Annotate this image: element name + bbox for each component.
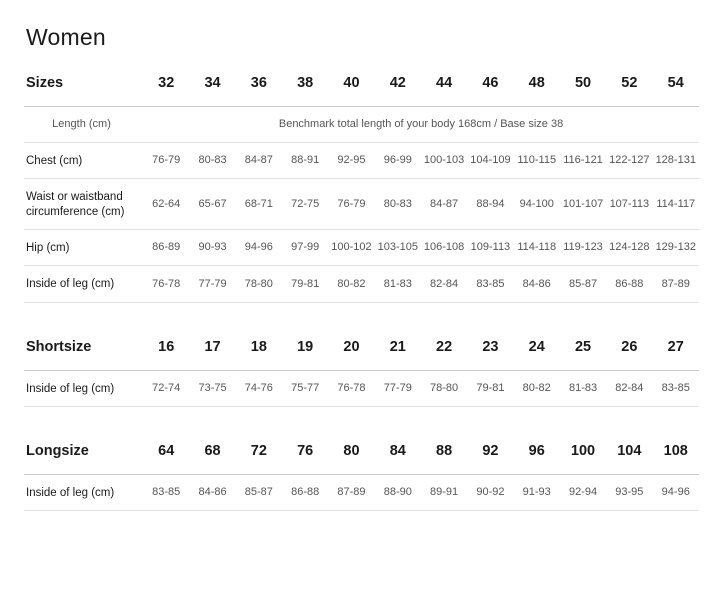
size-table-sizes (24, 69, 699, 303)
measurement-cell: 91-93 (514, 475, 560, 511)
measurement-cell: 68-71 (236, 179, 282, 230)
size-header-cell: 42 (389, 75, 406, 91)
measurement-cell: 78-80 (236, 266, 282, 302)
table-row (24, 179, 699, 230)
measurement-cell: 74-76 (236, 370, 282, 406)
measurement-cell: 83-85 (467, 266, 513, 302)
measurement-cell: 92-95 (328, 142, 374, 178)
measurement-cell: 94-96 (236, 229, 282, 265)
size-header-cell: 18 (250, 338, 267, 355)
size-header-cell: 16 (158, 338, 175, 355)
measurement-cell: 86-88 (282, 475, 328, 511)
measurement-cell: 114-118 (514, 229, 560, 265)
measurement-cell: 86-89 (143, 229, 189, 265)
measurement-cell: 85-87 (236, 475, 282, 511)
size-header-label: Shortsize (26, 338, 92, 355)
measurement-cell: 84-87 (236, 142, 282, 178)
measurement-cell: 107-113 (606, 179, 652, 230)
measurement-cell: 122-127 (606, 142, 652, 178)
measurement-cell: 104-109 (467, 142, 513, 178)
measurement-cell: 87-89 (653, 266, 700, 302)
measurement-cell: 84-86 (514, 266, 560, 302)
measurement-cell: 119-123 (560, 229, 606, 265)
measurement-cell: 87-89 (328, 475, 374, 511)
size-header-cell: 20 (343, 338, 360, 355)
measurement-cell: 106-108 (421, 229, 467, 265)
size-section-sizes (24, 69, 699, 303)
row-note: Benchmark total length of your body 168cm / Base size 38 (143, 107, 699, 143)
measurement-cell: 83-85 (653, 370, 700, 406)
size-header-cell: 64 (158, 443, 175, 459)
measurement-cell: 83-85 (143, 475, 189, 511)
measurement-cell: 129-132 (653, 229, 700, 265)
size-header-cell: 50 (574, 75, 592, 91)
size-header-cell: 54 (667, 75, 684, 91)
measurement-cell: 93-95 (606, 475, 652, 511)
size-header-cell: 19 (297, 338, 314, 355)
measurement-cell: 79-81 (282, 266, 328, 302)
measurement-cell: 72-75 (282, 179, 328, 230)
size-header-cell: 26 (621, 338, 638, 355)
size-header-row (24, 333, 699, 369)
table-row (24, 475, 699, 511)
measurement-cell: 110-115 (514, 142, 560, 178)
measurement-cell: 73-75 (189, 370, 235, 406)
size-header-cell: 84 (389, 443, 406, 459)
size-header-cell: 32 (158, 75, 175, 91)
measurement-cell: 100-103 (421, 142, 467, 178)
size-header-cell: 72 (250, 443, 267, 459)
size-table-shortsize (24, 333, 699, 407)
measurement-cell: 114-117 (653, 179, 700, 230)
row-label: Length (cm) (24, 107, 143, 143)
size-section-longsize (24, 437, 699, 511)
table-row (24, 229, 699, 265)
size-header-cell: 76 (297, 443, 314, 459)
measurement-cell: 72-74 (143, 370, 189, 406)
measurement-cell: 82-84 (606, 370, 652, 406)
size-header-cell: 100 (570, 443, 596, 459)
measurement-cell: 78-80 (421, 370, 467, 406)
size-header-cell: 36 (250, 75, 267, 91)
measurement-cell: 76-79 (143, 142, 189, 178)
measurement-cell: 94-96 (653, 475, 700, 511)
measurement-cell: 89-91 (421, 475, 467, 511)
size-header-row (24, 437, 699, 473)
measurement-cell: 84-87 (421, 179, 467, 230)
measurement-cell: 109-113 (467, 229, 513, 265)
size-header-cell: 96 (528, 443, 545, 459)
row-label: Inside of leg (cm) (24, 370, 143, 406)
measurement-cell: 79-81 (467, 370, 513, 406)
size-header-cell: 92 (482, 443, 499, 459)
size-header-cell: 44 (436, 75, 453, 91)
measurement-cell: 77-79 (189, 266, 235, 302)
size-section-shortsize (24, 333, 699, 407)
size-header-cell: 40 (343, 75, 360, 91)
measurement-cell: 128-131 (653, 142, 700, 178)
size-header-cell: 22 (436, 338, 453, 355)
measurement-cell: 86-88 (606, 266, 652, 302)
measurement-cell: 77-79 (375, 370, 421, 406)
size-header-cell: 34 (204, 75, 221, 91)
measurement-cell: 80-83 (189, 142, 235, 178)
measurement-cell: 101-107 (560, 179, 606, 230)
measurement-cell: 80-83 (375, 179, 421, 230)
measurement-cell: 116-121 (560, 142, 606, 178)
size-header-cell: 21 (389, 338, 406, 355)
size-header-cell: 68 (204, 443, 221, 459)
measurement-cell: 76-78 (328, 370, 374, 406)
size-header-cell: 48 (528, 75, 545, 91)
measurement-cell: 90-92 (467, 475, 513, 511)
size-header-cell: 27 (667, 338, 684, 355)
table-row (24, 107, 699, 143)
measurement-cell: 94-100 (514, 179, 560, 230)
size-tables-container (24, 69, 699, 511)
size-header-cell: 23 (482, 338, 499, 355)
size-header-cell: 24 (528, 338, 545, 355)
measurement-cell: 80-82 (328, 266, 374, 302)
table-row (24, 370, 699, 406)
measurement-cell: 100-102 (328, 229, 374, 265)
measurement-cell: 96-99 (375, 142, 421, 178)
measurement-cell: 88-94 (467, 179, 513, 230)
size-header-cell: 104 (617, 443, 642, 459)
measurement-cell: 82-84 (421, 266, 467, 302)
measurement-cell: 90-93 (189, 229, 235, 265)
size-header-cell: 108 (663, 443, 688, 459)
row-label: Inside of leg (cm) (24, 266, 143, 302)
measurement-cell: 81-83 (560, 370, 606, 406)
size-header-label: Longsize (26, 443, 89, 459)
page-title: Women (26, 24, 106, 50)
measurement-cell: 76-79 (328, 179, 374, 230)
measurement-cell: 65-67 (189, 179, 235, 230)
measurement-cell: 80-82 (514, 370, 560, 406)
measurement-cell: 85-87 (560, 266, 606, 302)
size-header-cell: 17 (204, 338, 221, 355)
row-label: Chest (cm) (24, 142, 143, 178)
size-header-cell: 46 (482, 75, 499, 91)
measurement-cell: 124-128 (606, 229, 652, 265)
size-header-cell: 80 (343, 443, 360, 459)
size-header-row (24, 69, 699, 105)
measurement-cell: 97-99 (282, 229, 328, 265)
measurement-cell: 103-105 (375, 229, 421, 265)
measurement-cell: 62-64 (143, 179, 189, 230)
measurement-cell: 88-91 (282, 142, 328, 178)
measurement-cell: 92-94 (560, 475, 606, 511)
row-label: Inside of leg (cm) (24, 475, 143, 511)
row-label: Hip (cm) (24, 229, 143, 265)
size-header-label: Sizes (26, 75, 64, 91)
size-header-cell: 38 (297, 75, 314, 91)
size-header-cell: 25 (574, 338, 592, 355)
measurement-cell: 88-90 (375, 475, 421, 511)
table-row (24, 142, 699, 178)
row-label: Waist or waistband circumference (cm) (24, 179, 143, 230)
size-header-cell: 88 (436, 443, 453, 459)
size-table-longsize (24, 437, 699, 511)
size-header-cell: 52 (621, 75, 638, 91)
measurement-cell: 75-77 (282, 370, 328, 406)
measurement-cell: 81-83 (375, 266, 421, 302)
measurement-cell: 76-78 (143, 266, 189, 302)
measurement-cell: 84-86 (189, 475, 235, 511)
table-row (24, 266, 699, 302)
